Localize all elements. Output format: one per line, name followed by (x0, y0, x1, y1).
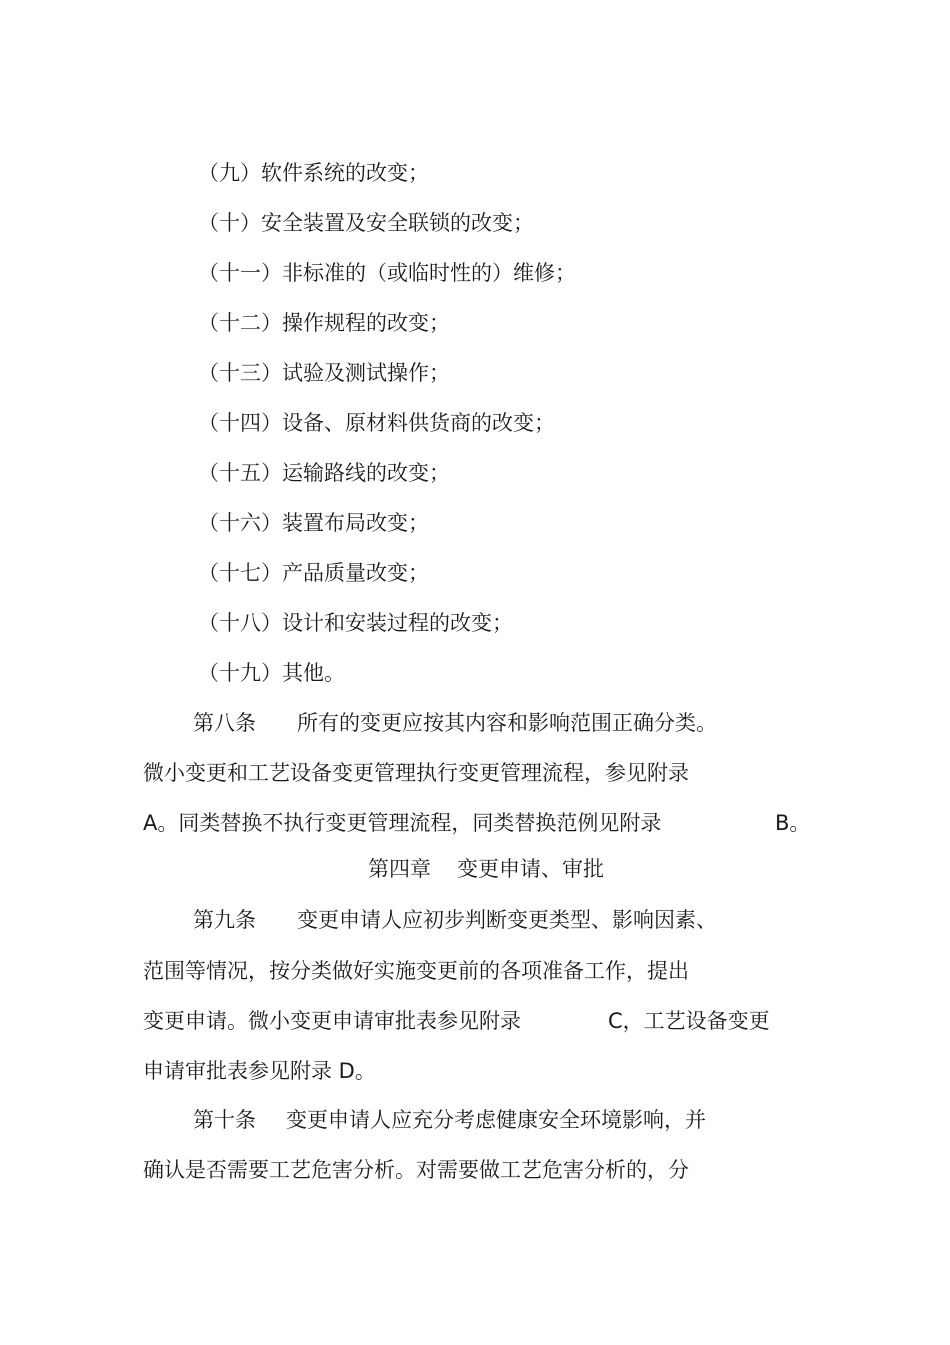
article-10-line-1: 第十条 变更申请人应充分考虑健康安全环境影响，并 (0, 1105, 950, 1135)
list-item: （十二）操作规程的改变； (198, 311, 450, 335)
list-item: （十八）设计和安装过程的改变； (198, 611, 513, 635)
article-8-line-3: A。同类替换不执行变更管理流程，同类替换范例见附录 B。 (143, 811, 811, 835)
list-item: （十六）装置布局改变； (198, 511, 429, 535)
article-9-line-4: 申请审批表参见附录 D。 (143, 1059, 376, 1083)
article-10-label: 第十条 (193, 1108, 256, 1132)
article-9-line-3: 变更申请。微小变更申请审批表参见附录 C，工艺设备变更 (143, 1009, 770, 1033)
chapter-4-heading (0, 854, 950, 884)
list-item: （九）软件系统的改变； (198, 161, 429, 185)
article-9-line-2: 范围等情况，按分类做好实施变更前的各项准备工作，提出 (143, 959, 689, 983)
article-10-line-2: 确认是否需要工艺危害分析。对需要做工艺危害分析的，分 (143, 1158, 689, 1182)
list-item: （十五）运输路线的改变； (198, 461, 450, 485)
article-8-line-1: 第八条 所有的变更应按其内容和影响范围正确分类。 (0, 708, 950, 738)
list-item: （十）安全装置及安全联锁的改变； (198, 211, 534, 235)
list-item: （十一）非标准的（或临时性的）维修； (198, 261, 576, 285)
list-item: （十三）试验及测试操作； (198, 361, 450, 385)
article-8-label: 第八条 (193, 711, 256, 735)
list-item: （十七）产品质量改变； (198, 561, 429, 585)
list-item: （十九）其他。 (198, 661, 345, 685)
article-8-line-2: 微小变更和工艺设备变更管理执行变更管理流程，参见附录 (143, 761, 689, 785)
article-9-label: 第九条 (193, 908, 256, 932)
chapter-title: 变更申请、审批 (457, 857, 604, 881)
list-item: （十四）设备、原材料供货商的改变； (198, 411, 555, 435)
article-9-line-1: 第九条 变更申请人应初步判断变更类型、影响因素、 (0, 905, 950, 935)
chapter-label: 第四章 (368, 857, 431, 881)
